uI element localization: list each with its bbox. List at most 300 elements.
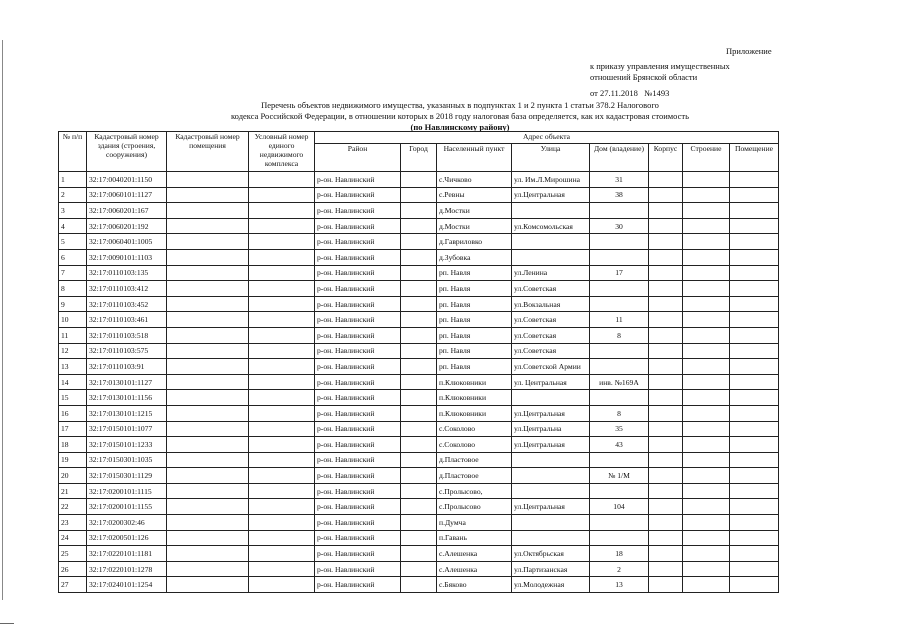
cell-district: р-он. Навлинский xyxy=(315,421,401,437)
cell-house xyxy=(590,359,649,375)
cell-cadastral-building-number: 32:17:0130101:1215 xyxy=(87,405,167,421)
cell-street xyxy=(512,203,590,219)
table-row xyxy=(59,546,779,562)
cell-conditional-number xyxy=(249,234,315,250)
cell-cadastral-building-number: 32:17:0060101:1127 xyxy=(87,187,167,203)
cell-cadastral-room-number xyxy=(167,281,249,297)
cell-corpus xyxy=(649,515,683,531)
order-date: от 27.11.2018 xyxy=(590,88,638,98)
table-row xyxy=(59,172,779,188)
cell-row-number: 12 xyxy=(59,343,87,359)
cell-street: ул. Им.Л.Мирошина xyxy=(512,172,590,188)
cell-room xyxy=(730,468,779,484)
cell-cadastral-room-number xyxy=(167,187,249,203)
cell-cadastral-room-number xyxy=(167,515,249,531)
cell-row-number: 25 xyxy=(59,546,87,562)
cell-district: р-он. Навлинский xyxy=(315,203,401,219)
cell-district: р-он. Навлинский xyxy=(315,234,401,250)
cell-row-number: 22 xyxy=(59,499,87,515)
cell-city xyxy=(401,265,437,281)
cell-city xyxy=(401,561,437,577)
cell-corpus xyxy=(649,405,683,421)
cell-settlement: с.Бяково xyxy=(437,577,512,593)
cell-city xyxy=(401,312,437,328)
cell-building xyxy=(683,359,730,375)
cell-row-number: 4 xyxy=(59,218,87,234)
cell-building xyxy=(683,577,730,593)
cell-row-number: 14 xyxy=(59,374,87,390)
cell-row-number: 10 xyxy=(59,312,87,328)
cell-corpus xyxy=(649,546,683,562)
cell-house: 2 xyxy=(590,561,649,577)
cell-cadastral-room-number xyxy=(167,265,249,281)
cell-conditional-number xyxy=(249,187,315,203)
cell-street: ул.Вокзальная xyxy=(512,296,590,312)
cell-conditional-number xyxy=(249,374,315,390)
cell-house: 31 xyxy=(590,172,649,188)
cell-room xyxy=(730,390,779,406)
cell-conditional-number xyxy=(249,437,315,453)
cell-building xyxy=(683,483,730,499)
cell-city xyxy=(401,374,437,390)
cell-building xyxy=(683,437,730,453)
cell-district: р-он. Навлинский xyxy=(315,530,401,546)
table-row xyxy=(59,187,779,203)
cell-conditional-number xyxy=(249,421,315,437)
cell-conditional-number xyxy=(249,515,315,531)
cell-room xyxy=(730,218,779,234)
header-building: Строение xyxy=(683,144,730,172)
table-row xyxy=(59,561,779,577)
cell-building xyxy=(683,530,730,546)
cell-room xyxy=(730,437,779,453)
cell-city xyxy=(401,421,437,437)
cell-city xyxy=(401,499,437,515)
cell-corpus xyxy=(649,374,683,390)
cell-cadastral-room-number xyxy=(167,203,249,219)
cell-district: р-он. Навлинский xyxy=(315,468,401,484)
header-settlement: Населенный пункт xyxy=(437,144,512,172)
header-cadastral-building: Кадастровый номер здания (строения, сооружения) xyxy=(87,132,167,172)
cell-settlement: рп. Навля xyxy=(437,359,512,375)
cell-cadastral-building-number: 32:17:0110103:135 xyxy=(87,265,167,281)
cell-room xyxy=(730,530,779,546)
cell-building xyxy=(683,234,730,250)
cell-corpus xyxy=(649,249,683,265)
cell-building xyxy=(683,187,730,203)
cell-house xyxy=(590,203,649,219)
cell-cadastral-building-number: 32:17:0200101:1155 xyxy=(87,499,167,515)
cell-room xyxy=(730,187,779,203)
cell-room xyxy=(730,327,779,343)
cell-conditional-number xyxy=(249,327,315,343)
cell-district: р-он. Навлинский xyxy=(315,405,401,421)
cell-building xyxy=(683,312,730,328)
cell-settlement: д.Зубовка xyxy=(437,249,512,265)
cell-room xyxy=(730,577,779,593)
cell-conditional-number xyxy=(249,281,315,297)
cell-house: 43 xyxy=(590,437,649,453)
cell-cadastral-building-number: 32:17:0150301:1129 xyxy=(87,468,167,484)
cell-corpus xyxy=(649,327,683,343)
cell-corpus xyxy=(649,172,683,188)
cell-house: 13 xyxy=(590,577,649,593)
header-house: Дом (владение) xyxy=(590,144,649,172)
cell-building xyxy=(683,499,730,515)
cell-house xyxy=(590,249,649,265)
cell-cadastral-room-number xyxy=(167,249,249,265)
table-row xyxy=(59,249,779,265)
cell-city xyxy=(401,343,437,359)
cell-house: 104 xyxy=(590,499,649,515)
cell-conditional-number xyxy=(249,546,315,562)
cell-city xyxy=(401,218,437,234)
cell-conditional-number xyxy=(249,452,315,468)
order-line-2: отношений Брянской области xyxy=(590,72,698,82)
cell-house: 35 xyxy=(590,421,649,437)
cell-building xyxy=(683,468,730,484)
cell-settlement: с.Алешенка xyxy=(437,546,512,562)
scan-corner-mark xyxy=(0,623,14,624)
table-row xyxy=(59,374,779,390)
cell-building xyxy=(683,265,730,281)
cell-conditional-number xyxy=(249,218,315,234)
cell-corpus xyxy=(649,234,683,250)
cell-cadastral-building-number: 32:17:0130101:1156 xyxy=(87,390,167,406)
property-table xyxy=(58,131,779,593)
cell-conditional-number xyxy=(249,265,315,281)
cell-city xyxy=(401,281,437,297)
cell-district: р-он. Навлинский xyxy=(315,249,401,265)
cell-cadastral-building-number: 32:17:0040201:1150 xyxy=(87,172,167,188)
cell-district: р-он. Навлинский xyxy=(315,312,401,328)
cell-row-number: 15 xyxy=(59,390,87,406)
header-room: Помещение xyxy=(730,144,779,172)
cell-settlement: д.Пластовое xyxy=(437,468,512,484)
cell-corpus xyxy=(649,359,683,375)
cell-house xyxy=(590,234,649,250)
cell-row-number: 17 xyxy=(59,421,87,437)
cell-building xyxy=(683,452,730,468)
cell-city xyxy=(401,452,437,468)
cell-street xyxy=(512,483,590,499)
cell-conditional-number xyxy=(249,405,315,421)
cell-city xyxy=(401,515,437,531)
cell-street: ул.Советская xyxy=(512,312,590,328)
cell-room xyxy=(730,203,779,219)
cell-settlement: с.Ревны xyxy=(437,187,512,203)
cell-room xyxy=(730,265,779,281)
cell-city xyxy=(401,530,437,546)
cell-cadastral-room-number xyxy=(167,577,249,593)
table-row xyxy=(59,437,779,453)
cell-house xyxy=(590,530,649,546)
table-row xyxy=(59,327,779,343)
cell-cadastral-building-number: 32:17:0090101:1103 xyxy=(87,249,167,265)
cell-row-number: 26 xyxy=(59,561,87,577)
cell-building xyxy=(683,218,730,234)
table-row xyxy=(59,515,779,531)
cell-district: р-он. Навлинский xyxy=(315,359,401,375)
cell-cadastral-building-number: 32:17:0200501:126 xyxy=(87,530,167,546)
cell-building xyxy=(683,546,730,562)
header-address: Адрес объекта xyxy=(315,132,779,144)
cell-district: р-он. Навлинский xyxy=(315,390,401,406)
cell-conditional-number xyxy=(249,203,315,219)
cell-cadastral-room-number xyxy=(167,359,249,375)
order-number: №1493 xyxy=(644,88,670,98)
cell-house: 38 xyxy=(590,187,649,203)
cell-cadastral-room-number xyxy=(167,437,249,453)
cell-street: ул.Советская xyxy=(512,343,590,359)
cell-house xyxy=(590,483,649,499)
cell-building xyxy=(683,327,730,343)
cell-corpus xyxy=(649,203,683,219)
cell-row-number: 11 xyxy=(59,327,87,343)
cell-conditional-number xyxy=(249,312,315,328)
cell-house: 8 xyxy=(590,327,649,343)
cell-corpus xyxy=(649,468,683,484)
cell-corpus xyxy=(649,421,683,437)
cell-row-number: 5 xyxy=(59,234,87,250)
header-district: Район xyxy=(315,144,401,172)
cell-row-number: 3 xyxy=(59,203,87,219)
header-corpus: Корпус xyxy=(649,144,683,172)
cell-district: р-он. Навлинский xyxy=(315,172,401,188)
table-row xyxy=(59,296,779,312)
cell-settlement: п.Клюковники xyxy=(437,390,512,406)
cell-street: ул.Центральная xyxy=(512,187,590,203)
cell-district: р-он. Навлинский xyxy=(315,483,401,499)
cell-cadastral-room-number xyxy=(167,343,249,359)
cell-street xyxy=(512,234,590,250)
cell-conditional-number xyxy=(249,561,315,577)
cell-district: р-он. Навлинский xyxy=(315,281,401,297)
cell-street: ул.Центральна xyxy=(512,421,590,437)
cell-cadastral-building-number: 32:17:0200302:46 xyxy=(87,515,167,531)
cell-room xyxy=(730,343,779,359)
cell-corpus xyxy=(649,530,683,546)
cell-district: р-он. Навлинский xyxy=(315,265,401,281)
cell-cadastral-room-number xyxy=(167,234,249,250)
cell-cadastral-room-number xyxy=(167,483,249,499)
cell-district: р-он. Навлинский xyxy=(315,437,401,453)
table-row xyxy=(59,405,779,421)
scan-edge-mark xyxy=(2,40,3,600)
cell-street: ул. Центральная xyxy=(512,374,590,390)
cell-building xyxy=(683,405,730,421)
table-row xyxy=(59,234,779,250)
cell-settlement: п.Клюковники xyxy=(437,374,512,390)
cell-cadastral-room-number xyxy=(167,405,249,421)
cell-conditional-number xyxy=(249,359,315,375)
document-title-line-2: кодекса Российской Федерации, в отношении которых в 2018 году налоговая база определяется, как их кадастровая стоимость xyxy=(230,111,689,121)
cell-building xyxy=(683,515,730,531)
table-row xyxy=(59,218,779,234)
cell-row-number: 1 xyxy=(59,172,87,188)
table-row xyxy=(59,499,779,515)
cell-house: 11 xyxy=(590,312,649,328)
cell-house xyxy=(590,452,649,468)
cell-settlement: с.Чичково xyxy=(437,172,512,188)
cell-city xyxy=(401,234,437,250)
cell-row-number: 18 xyxy=(59,437,87,453)
cell-cadastral-room-number xyxy=(167,327,249,343)
cell-cadastral-room-number xyxy=(167,561,249,577)
cell-cadastral-room-number xyxy=(167,530,249,546)
header-cadastral-room: Кадастровый номер помещения xyxy=(167,132,249,172)
cell-conditional-number xyxy=(249,499,315,515)
cell-district: р-он. Навлинский xyxy=(315,218,401,234)
cell-house: № 1/М xyxy=(590,468,649,484)
cell-settlement: д.Мостки xyxy=(437,218,512,234)
cell-city xyxy=(401,172,437,188)
cell-corpus xyxy=(649,390,683,406)
cell-district: р-он. Навлинский xyxy=(315,577,401,593)
cell-cadastral-room-number xyxy=(167,499,249,515)
cell-corpus xyxy=(649,452,683,468)
cell-cadastral-building-number: 32:17:0110103:461 xyxy=(87,312,167,328)
cell-cadastral-room-number xyxy=(167,452,249,468)
cell-conditional-number xyxy=(249,530,315,546)
cell-row-number: 16 xyxy=(59,405,87,421)
cell-settlement: д.Мостки xyxy=(437,203,512,219)
cell-conditional-number xyxy=(249,468,315,484)
cell-house: инв. №169А xyxy=(590,374,649,390)
cell-house: 30 xyxy=(590,218,649,234)
cell-street: ул.Центральная xyxy=(512,499,590,515)
cell-cadastral-building-number: 32:17:0150101:1077 xyxy=(87,421,167,437)
order-date-line xyxy=(590,88,669,99)
cell-street xyxy=(512,249,590,265)
cell-row-number: 13 xyxy=(59,359,87,375)
cell-cadastral-building-number: 32:17:0060201:167 xyxy=(87,203,167,219)
cell-settlement: п.Гавань xyxy=(437,530,512,546)
cell-corpus xyxy=(649,218,683,234)
cell-room xyxy=(730,421,779,437)
cell-city xyxy=(401,327,437,343)
cell-city xyxy=(401,359,437,375)
cell-room xyxy=(730,312,779,328)
cell-room xyxy=(730,515,779,531)
cell-street xyxy=(512,468,590,484)
table-row xyxy=(59,203,779,219)
table-row xyxy=(59,468,779,484)
cell-settlement: рп. Навля xyxy=(437,296,512,312)
header-city: Город xyxy=(401,144,437,172)
cell-cadastral-room-number xyxy=(167,546,249,562)
cell-district: р-он. Навлинский xyxy=(315,296,401,312)
cell-cadastral-building-number: 32:17:0150301:1035 xyxy=(87,452,167,468)
cell-house xyxy=(590,296,649,312)
cell-corpus xyxy=(649,343,683,359)
cell-settlement: рп. Навля xyxy=(437,343,512,359)
table-row xyxy=(59,265,779,281)
cell-corpus xyxy=(649,499,683,515)
cell-house xyxy=(590,515,649,531)
cell-street: ул.Советской Армии xyxy=(512,359,590,375)
cell-cadastral-building-number: 32:17:0220101:1278 xyxy=(87,561,167,577)
table-row xyxy=(59,530,779,546)
header-street: Улица xyxy=(512,144,590,172)
cell-conditional-number xyxy=(249,577,315,593)
cell-room xyxy=(730,499,779,515)
cell-city xyxy=(401,546,437,562)
cell-conditional-number xyxy=(249,390,315,406)
cell-row-number: 21 xyxy=(59,483,87,499)
cell-cadastral-room-number xyxy=(167,172,249,188)
cell-room xyxy=(730,172,779,188)
cell-district: р-он. Навлинский xyxy=(315,374,401,390)
cell-room xyxy=(730,249,779,265)
cell-room xyxy=(730,561,779,577)
cell-district: р-он. Навлинский xyxy=(315,327,401,343)
cell-conditional-number xyxy=(249,483,315,499)
cell-settlement: п.Думча xyxy=(437,515,512,531)
cell-street: ул.Ленина xyxy=(512,265,590,281)
cell-cadastral-building-number: 32:17:0110103:575 xyxy=(87,343,167,359)
table-row xyxy=(59,483,779,499)
cell-cadastral-building-number: 32:17:0060401:1005 xyxy=(87,234,167,250)
cell-cadastral-room-number xyxy=(167,312,249,328)
cell-row-number: 6 xyxy=(59,249,87,265)
cell-street: ул.Молодежная xyxy=(512,577,590,593)
cell-row-number: 24 xyxy=(59,530,87,546)
cell-district: р-он. Навлинский xyxy=(315,499,401,515)
cell-house xyxy=(590,343,649,359)
cell-city xyxy=(401,296,437,312)
cell-row-number: 8 xyxy=(59,281,87,297)
cell-settlement: рп. Навля xyxy=(437,327,512,343)
cell-room xyxy=(730,281,779,297)
cell-district: р-он. Навлинский xyxy=(315,343,401,359)
header-num: № п/п xyxy=(59,132,87,172)
cell-room xyxy=(730,296,779,312)
document-subtitle: (по Навлинскому району) xyxy=(410,122,510,132)
cell-building xyxy=(683,343,730,359)
order-line-1: к приказу управления имущественных xyxy=(590,61,730,71)
cell-cadastral-building-number: 32:17:0220101:1181 xyxy=(87,546,167,562)
cell-corpus xyxy=(649,561,683,577)
cell-settlement: с.Соколово xyxy=(437,437,512,453)
cell-settlement: д.Гавриловко xyxy=(437,234,512,250)
cell-settlement: рп. Навля xyxy=(437,312,512,328)
cell-city xyxy=(401,483,437,499)
cell-room xyxy=(730,483,779,499)
cell-building xyxy=(683,421,730,437)
cell-cadastral-building-number: 32:17:0130101:1127 xyxy=(87,374,167,390)
cell-conditional-number xyxy=(249,296,315,312)
cell-district: р-он. Навлинский xyxy=(315,561,401,577)
appendix-label: Приложение xyxy=(726,46,772,56)
cell-street: ул.Центральная xyxy=(512,405,590,421)
cell-city xyxy=(401,390,437,406)
cell-room xyxy=(730,359,779,375)
cell-corpus xyxy=(649,187,683,203)
cell-row-number: 9 xyxy=(59,296,87,312)
cell-house: 17 xyxy=(590,265,649,281)
cell-city xyxy=(401,577,437,593)
table-row xyxy=(59,281,779,297)
cell-building xyxy=(683,374,730,390)
cell-house: 18 xyxy=(590,546,649,562)
table-row xyxy=(59,390,779,406)
cell-cadastral-room-number xyxy=(167,390,249,406)
cell-cadastral-building-number: 32:17:0060201:192 xyxy=(87,218,167,234)
cell-settlement: с.Соколово xyxy=(437,421,512,437)
cell-corpus xyxy=(649,483,683,499)
table-row xyxy=(59,577,779,593)
